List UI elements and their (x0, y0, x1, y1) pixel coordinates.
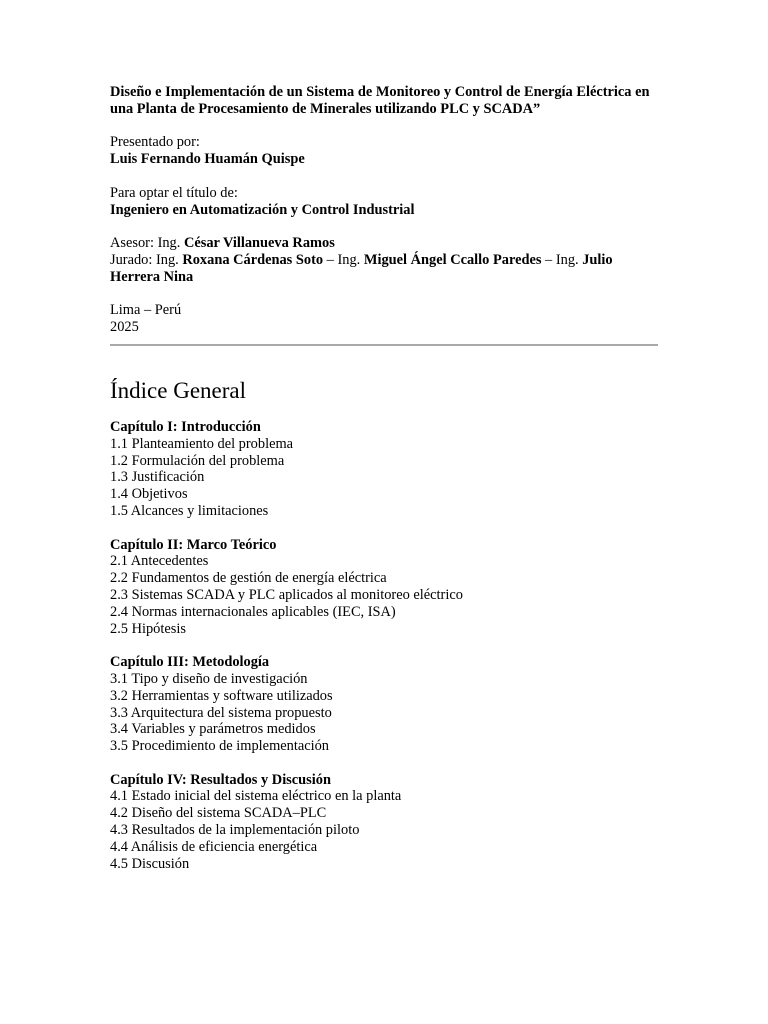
index-entry: 4.2 Diseño del sistema SCADA–PLC (110, 805, 327, 822)
index-chapter (110, 772, 658, 873)
spacer (110, 118, 658, 135)
index-chapter (110, 537, 658, 638)
index-entry: 2.5 Hipótesis (110, 620, 186, 637)
document-page (110, 84, 658, 889)
index-entry: 1.3 Justificación (110, 469, 205, 486)
chapter-title: Capítulo II: Marco Teórico (110, 536, 277, 553)
index-entry: 1.2 Formulación del problema (110, 452, 285, 469)
year: 2025 (110, 319, 139, 336)
presented-label: Presentado por: (110, 134, 200, 151)
spacer (110, 286, 658, 303)
index-entry: 1.4 Objetivos (110, 486, 188, 503)
jury-member-1: Roxana Cárdenas Soto (182, 251, 324, 268)
index-entry: 3.3 Arquitectura del sistema propuesto (110, 704, 332, 721)
index-entry: 1.1 Planteamiento del problema (110, 435, 294, 452)
index-entry: 3.2 Herramientas y software utilizados (110, 687, 333, 704)
spacer (110, 218, 658, 235)
index-entry: 4.1 Estado inicial del sistema eléctrico en la planta (110, 788, 402, 805)
advisor-name: César Villanueva Ramos (183, 235, 335, 252)
thesis-title: Diseño e Implementación de un Sistema de Monitoreo y Control de Energía Eléctrica en una Planta de Procesamiento de Minerales utilizando PLC y SCADA” (110, 84, 650, 117)
index-entry: 4.3 Resultados de la implementación piloto (110, 822, 360, 839)
index-entry: 2.3 Sistemas SCADA y PLC aplicados al monitoreo eléctrico (110, 586, 463, 603)
index-entry: 2.1 Antecedentes (110, 553, 209, 570)
spacer (110, 168, 658, 185)
index-entry: 4.4 Análisis de eficiencia energética (110, 838, 318, 855)
jury-prefix: Jurado: Ing. (110, 251, 183, 268)
index-entry: 3.4 Variables y parámetros medidos (110, 721, 316, 738)
author-name: Luis Fernando Huamán Quispe (110, 151, 305, 168)
chapter-title: Capítulo III: Metodología (110, 654, 270, 671)
place: Lima – Perú (110, 302, 182, 319)
advisor-prefix: Asesor: Ing. (110, 235, 184, 252)
advisor-line (110, 235, 658, 252)
chapter-title: Capítulo IV: Resultados y Discusión (110, 771, 331, 788)
index-chapter (110, 654, 658, 755)
index-title: Índice General (110, 377, 247, 403)
jury-member-3: Julio Herrera Nina (110, 251, 613, 285)
jury-line (110, 252, 658, 286)
index-entry: 1.5 Alcances y limitaciones (110, 502, 269, 519)
index-entry: 2.4 Normas internacionales aplicables (IEC, ISA) (110, 603, 396, 620)
index-chapter (110, 419, 658, 520)
jury-separator: – Ing. (323, 251, 364, 268)
index-entry: 4.5 Discusión (110, 855, 190, 872)
index-entry: 2.2 Fundamentos de gestión de energía eléctrica (110, 570, 387, 587)
horizontal-divider (110, 344, 658, 346)
degree-label: Para optar el título de: (110, 184, 238, 201)
index-chapter-list (110, 419, 658, 873)
jury-separator: – Ing. (541, 251, 583, 268)
jury-member-2: Miguel Ángel Ccallo Paredes (363, 251, 542, 268)
degree-name: Ingeniero en Automatización y Control Industrial (110, 201, 415, 218)
chapter-title: Capítulo I: Introducción (110, 418, 261, 435)
index-entry: 3.5 Procedimiento de implementación (110, 738, 330, 755)
index-entry: 3.1 Tipo y diseño de investigación (110, 670, 308, 687)
